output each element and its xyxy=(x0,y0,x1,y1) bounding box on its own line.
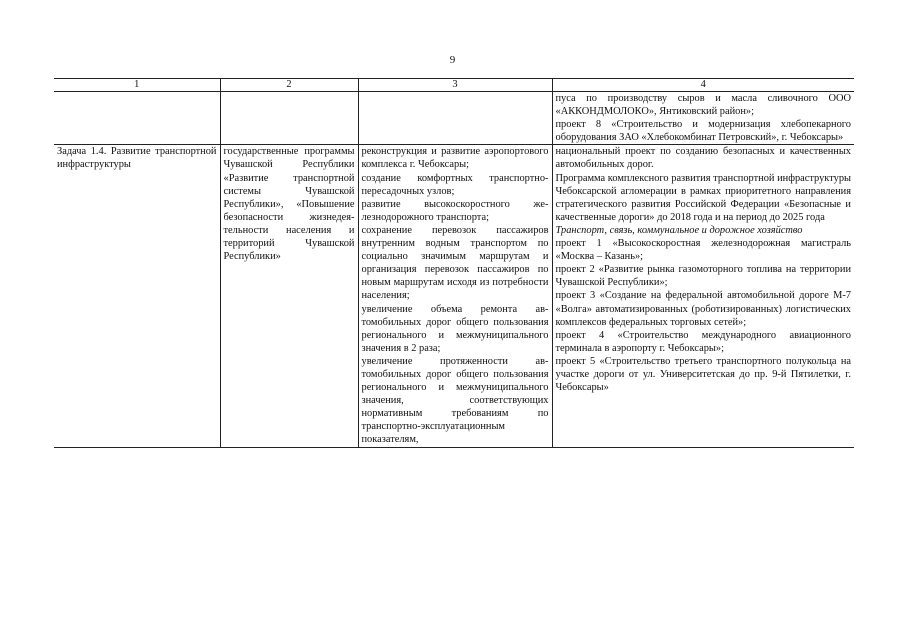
measure-item: увеличение объема ремонта автомобильных дорог общего пользования регионального и межмуниципального значения в 2 раза; xyxy=(361,303,549,354)
continuation-cell-3 xyxy=(358,92,552,145)
column-header-4: 4 xyxy=(552,79,854,92)
measures-cell xyxy=(358,145,552,447)
measure-item: сохранение перевозок пассажиров внутренним водным транспортом по социально значимым маршрутам и организация перевозок пассажиров по новым маршрутам исходя из потребности населения; xyxy=(361,224,549,302)
measure-item: реконструкция и развитие аэропортового комплекса г. Чебоксары; xyxy=(361,146,549,171)
task-title-cell xyxy=(54,145,220,447)
continuation-cell-4 xyxy=(552,92,854,145)
task-1-4-row xyxy=(54,145,854,447)
continuation-row xyxy=(54,92,854,145)
project-text: национальный проект по созданию безопасных и качественных автомобильных дорог. xyxy=(555,146,851,171)
project-text: Программа комплексного развития транспортной инфраструктуры Чебоксарской агломерации в рамках приоритетного направления стратегического развития Российской Федерации «Безопасные и качественные дороги» до 2018 года и на период до 2025 года xyxy=(555,172,851,223)
state-programs-cell xyxy=(220,145,358,447)
measure-item: увеличение протяженности автомобильных дорог общего пользования регионального и межмуниципального значения, соответствующих нормативным требованиям по транспортно-эксплуатационным показателям, xyxy=(361,355,549,446)
continuation-cell-1 xyxy=(54,92,220,145)
project-item: проект 2 «Развитие рынка газомоторного топлива на территории Чувашской Республики»; xyxy=(555,264,851,289)
project-item: проект 3 «Создание на федеральной автомобильной дороге М-7 «Волга» автоматизированных (роботизированных) логистических комплексов федеральных торговых сетей»; xyxy=(555,290,851,328)
state-programs-text: государственные программы Чувашской Республики «Развитие транспортной системы Чувашской Республики», «Повышение безопасности жизнедеятельности населения и территорий Чувашской Республики» xyxy=(223,146,355,263)
measure-item: развитие высокоскоростного железнодорожного транспорта; xyxy=(361,198,549,223)
column-header-2: 2 xyxy=(220,79,358,92)
project-text: пуса по производству сыров и масла сливочного ООО «АККОНДМОЛОКО», Янтиковский район»; xyxy=(555,93,851,118)
project-item: проект 1 «Высокоскоростная железнодорожная магистраль «Москва – Казань»; xyxy=(555,238,851,263)
measures-table xyxy=(54,78,854,448)
section-heading: Транспорт, связь, коммунальное и дорожное хозяйство xyxy=(555,224,803,236)
continuation-cell-2 xyxy=(220,92,358,145)
project-item: проект 4 «Строительство международного авиационного терминала в аэропорту г. Чебоксары»; xyxy=(555,329,851,354)
project-text: проект 8 «Строительство и модернизация хлебопекарного оборудования ЗАО «Хлебокомбинат Петровский», г. Чебоксары» xyxy=(555,119,851,144)
column-header-3: 3 xyxy=(358,79,552,92)
task-title: Задача 1.4. Развитие транспортной инфраструктуры xyxy=(57,146,217,171)
project-item: проект 5 «Строительство третьего транспортного полукольца на участке дороги от ул. Университетская до пр. 9-й Пятилетки, г. Чебоксары» xyxy=(555,355,851,394)
measure-item: создание комфортных транспортно-пересадочных узлов; xyxy=(361,172,549,197)
column-header-1: 1 xyxy=(54,79,220,92)
projects-cell xyxy=(552,145,854,447)
page-number: 9 xyxy=(449,54,456,66)
column-number-header-row xyxy=(54,79,854,92)
